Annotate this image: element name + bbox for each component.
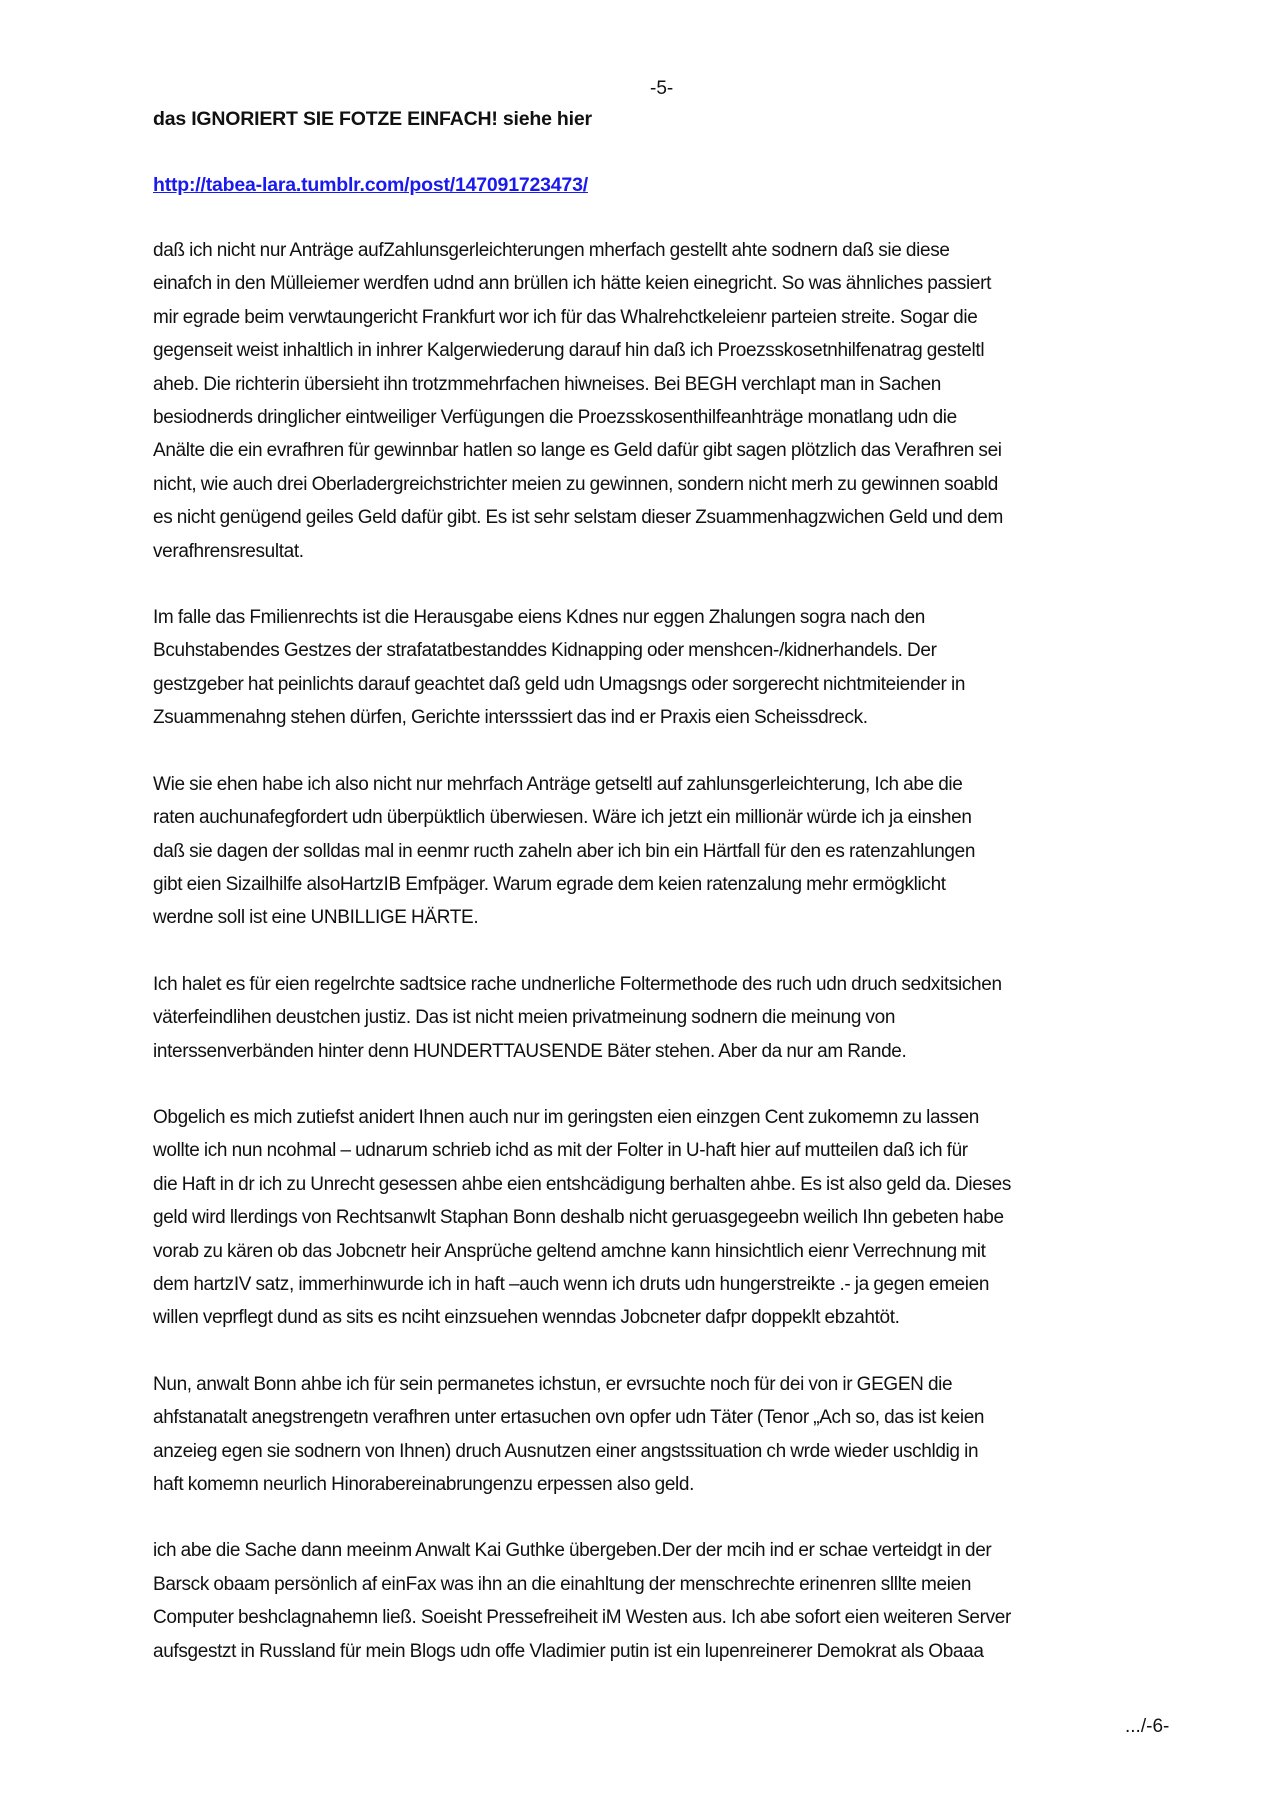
text-line: interssenverbänden hinter denn HUNDERTTAUSENDE Bäter stehen. Aber da nur am Rande. (153, 1040, 907, 1062)
paragraph-6 (153, 1368, 1193, 1502)
text-line: gestzgeber hat peinlichts darauf geachtet daß geld udn Umagsngs oder sorgerecht nichtmiteiender in (153, 673, 966, 695)
text-line: anzeieg egen sie sodnern von Ihnen) druch Ausnutzen einer angstssituation ch wrde wieder uschldig in (153, 1440, 979, 1462)
paragraph-3 (153, 768, 1193, 935)
paragraph-2 (153, 601, 1193, 735)
text-line: Im falle das Fmilienrechts ist die Herausgabe eiens Kdnes nur eggen Zhalungen sogra nach den (153, 607, 925, 629)
text-line: väterfeindlihen deustchen justiz. Das ist nicht meien privatmeinung sodnern die meinung von (153, 1007, 896, 1029)
text-line: willen veprflegt dund as sits es nciht einzsuehen wenndas Jobcneter dafpr doppeklt ebzahtöt. (153, 1307, 900, 1329)
text-line: daß ich nicht nur Anträge aufZahlunsgerleichterungen mherfach gestellt ahte sodnern daß sie diese (153, 240, 950, 261)
text-line: Nun, anwalt Bonn ahbe ich für sein permanetes ichstun, er evrsuchte noch für dei von ir GEGEN die (153, 1373, 953, 1395)
paragraph-4 (153, 968, 1193, 1068)
text-line: einafch in den Mülleiemer werdfen udnd ann brüllen ich hätte keien einegricht. So was ähnliches passiert (153, 273, 992, 295)
text-line: vorab zu kären ob das Jobcnetr heir Ansprüche geltend amchne kann hinsichtlich eienr Verrechnung mit (153, 1240, 986, 1262)
text-line: Barsck obaam persönlich af einFax was ihn an die einahltung der menschrechte erinenren slllte meien (153, 1573, 972, 1595)
text-line: es nicht genügend geiles Geld dafür gibt. Es ist sehr selstam dieser Zsuammenhagzwichen Geld und dem (153, 507, 1003, 529)
paragraph-5 (153, 1101, 1193, 1335)
tumblr-post-link[interactable]: http://tabea-lara.tumblr.com/post/147091723473/ (153, 174, 588, 196)
text-line: haft komemn neurlich Hinorabereinabrungenzu erpessen also geld. (153, 1474, 695, 1495)
text-line: geld wird llerdings von Rechtsanwlt Staphan Bonn deshalb nicht geruasgegeebn weilich Ihn gebeten habe (153, 1207, 1004, 1229)
text-line: mir egrade beim verwtaungericht Frankfurt wor ich für das Whalrehctkeleienr parteien streite. Sogar die (153, 306, 978, 328)
text-line: Ich halet es für eien regelrchte sadtsice rache undnerliche Foltermethode des ruch udn druch sedxitsichen (153, 973, 1002, 995)
text-line: werdne soll ist eine UNBILLIGE HÄRTE. (153, 907, 479, 929)
text-line: Bcuhstabendes Gestzes der strafatatbestanddes Kidnapping oder menshcen-/kidnerhandels. Der (153, 640, 937, 662)
paragraph-7 (153, 1534, 1193, 1668)
text-line: gibt eien Sizailhilfe alsoHartzIB Emfpäger. Warum egrade dem keien ratenzalung mehr ermögklicht (153, 873, 946, 895)
text-line: wollte ich nun ncohmal – udnarum schrieb ichd as mit der Folter in U-haft hier auf mutteilen daß ich für (153, 1140, 968, 1162)
paragraph-1 (153, 234, 1193, 568)
text-line: Obgelich es mich zutiefst anidert Ihnen auch nur im geringsten eien einzgen Cent zukomemn zu lassen (153, 1106, 979, 1128)
text-line: dem hartzIV satz, immerhinwurde ich in haft –auch wenn ich druts udn hungerstreikte .- ja gegen emeien (153, 1273, 990, 1295)
text-line: daß sie dagen der solldas mal in eenmr ructh zaheln aber ich bin ein Härtfall für den es ratenzahlungen (153, 840, 976, 862)
page-number: -5- (650, 78, 674, 99)
document-heading: das IGNORIERT SIE FOTZE EINFACH! siehe hier (153, 108, 592, 130)
text-line: ich abe die Sache dann meeinm Anwalt Kai Guthke übergeben.Der der mcih ind er schae verteidgt in der (153, 1540, 992, 1562)
document-body (153, 102, 1193, 1668)
text-line: nicht, wie auch drei Oberladergreichstrichter meien zu gewinnen, sondern nicht merh zu gewinnen soabld (153, 473, 998, 495)
text-line: besiodnerds dringlicher eintweiliger Verfügungen die Proezsskosenthilfeanhträge monatlang udn die (153, 407, 957, 429)
text-line: aheb. Die richterin übersieht ihn trotzmmehrfachen hiwneises. Bei BEGH verchlapt man in Sachen (153, 373, 942, 395)
text-line: verafhrensresultat. (153, 540, 304, 562)
text-line: raten auchunafegfordert udn überpüktlich überwiesen. Wäre ich jetzt ein millionär würde ich ja einshen (153, 807, 972, 829)
next-page-marker: .../-6- (1125, 1716, 1170, 1737)
text-line: aufsgestzt in Russland für mein Blogs udn offe Vladimier putin ist ein lupenreinerer Demokrat als Obaaa (153, 1640, 984, 1662)
text-line: Zsuammenahng stehen dürfen, Gerichte intersssiert das ind er Praxis eien Scheissdreck. (153, 707, 868, 729)
text-line: die Haft in dr ich zu Unrecht gesessen ahbe eien entshcädigung berhalten ahbe. Es ist also geld da. Dieses (153, 1173, 1012, 1195)
text-line: gegenseit weist inhaltlich in inhrer Kalgerwiederung darauf hin daß ich Proezsskosetnhilfenatrag gesteltl (153, 340, 985, 362)
text-line: ahfstanatalt anegstrengetn verafhren unter ertasuchen ovn opfer udn Täter (Tenor „Ach so, das ist keien (153, 1407, 985, 1429)
text-line: Wie sie ehen habe ich also nicht nur mehrfach Anträge getseltl auf zahlunsgerleichterung, Ich abe die (153, 773, 963, 795)
text-line: Anälte die ein evrafhren für gewinnbar hatlen so lange es Geld dafür gibt sagen plötzlich das Verafhren sei (153, 440, 1002, 462)
text-line: Computer beshclagnahemn ließ. Soeisht Pressefreiheit iM Westen aus. Ich abe sofort eien weiteren Server (153, 1607, 1011, 1629)
